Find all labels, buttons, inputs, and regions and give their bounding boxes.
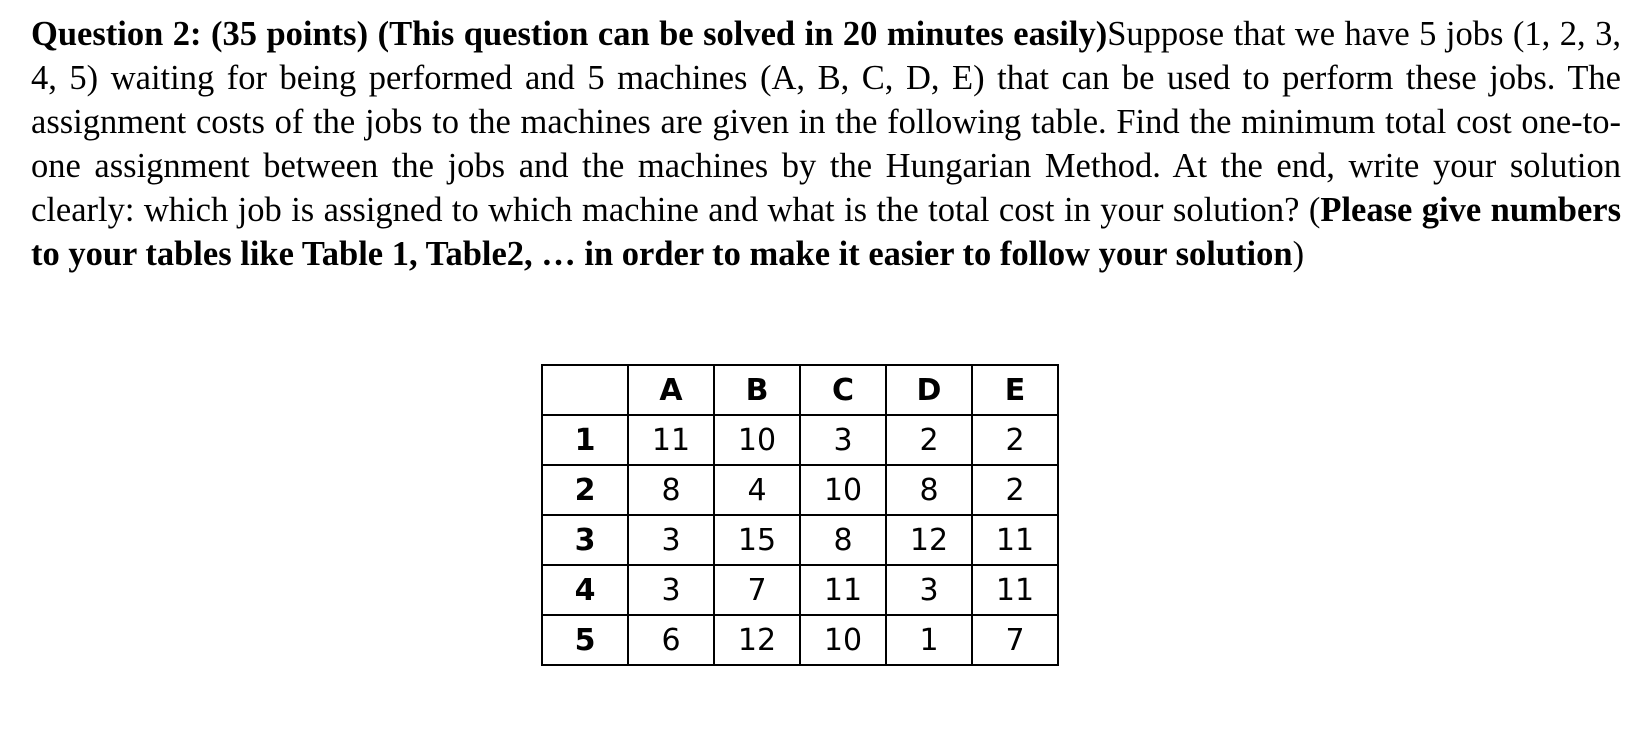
column-header-d: D (886, 365, 972, 415)
question-text (31, 12, 1621, 276)
row-header-job-4: 4 (542, 565, 628, 615)
cost-cell: 8 (886, 465, 972, 515)
cost-cell: 1 (886, 615, 972, 665)
question-body: Suppose that we have 5 jobs (1, 2, 3, 4, 5) waiting for being performed and 5 machines (A, B, C, D, E) that can be used to perform these jobs. The assignment costs of the jobs to the machines are given in the following table. Find the minimum total cost one-to-one assignment between the jobs and the machines by the Hungarian Method. At the end, write your solution clearly: which job is assigned to which machine and what is the total cost in your solution? ( (31, 15, 1621, 229)
assignment-cost-table (541, 364, 1059, 666)
question-closing: ) (1292, 235, 1305, 273)
cost-cell: 10 (800, 615, 886, 665)
table-header-row (542, 365, 1058, 415)
question-note: Please give numbers to your tables like Table 1, Table2, … in order to make it easier to follow your solution (31, 191, 1621, 273)
cost-cell: 3 (800, 415, 886, 465)
row-header-job-1: 1 (542, 415, 628, 465)
cost-cell: 11 (800, 565, 886, 615)
cost-cell: 3 (886, 565, 972, 615)
column-header-e: E (972, 365, 1058, 415)
column-header-c: C (800, 365, 886, 415)
row-header-job-5: 5 (542, 615, 628, 665)
table-row (542, 465, 1058, 515)
table-corner-cell (542, 365, 628, 415)
cost-cell: 12 (714, 615, 800, 665)
cost-cell: 6 (628, 615, 714, 665)
cost-cell: 2 (972, 415, 1058, 465)
cost-cell: 15 (714, 515, 800, 565)
cost-cell: 11 (972, 565, 1058, 615)
table-row (542, 615, 1058, 665)
cost-cell: 10 (800, 465, 886, 515)
cost-cell: 11 (628, 415, 714, 465)
cost-cell: 3 (628, 515, 714, 565)
row-header-job-3: 3 (542, 515, 628, 565)
cost-cell: 11 (972, 515, 1058, 565)
cost-cell: 8 (800, 515, 886, 565)
table-row (542, 515, 1058, 565)
cost-cell: 10 (714, 415, 800, 465)
cost-cell: 7 (714, 565, 800, 615)
table-row (542, 565, 1058, 615)
cost-cell: 8 (628, 465, 714, 515)
table-row (542, 415, 1058, 465)
cost-cell: 12 (886, 515, 972, 565)
cost-cell: 7 (972, 615, 1058, 665)
row-header-job-2: 2 (542, 465, 628, 515)
cost-cell: 4 (714, 465, 800, 515)
cost-cell: 2 (886, 415, 972, 465)
cost-cell: 3 (628, 565, 714, 615)
question-heading: Question 2: (35 points) (This question can be solved in 20 minutes easily) (31, 15, 1108, 53)
column-header-b: B (714, 365, 800, 415)
column-header-a: A (628, 365, 714, 415)
cost-cell: 2 (972, 465, 1058, 515)
